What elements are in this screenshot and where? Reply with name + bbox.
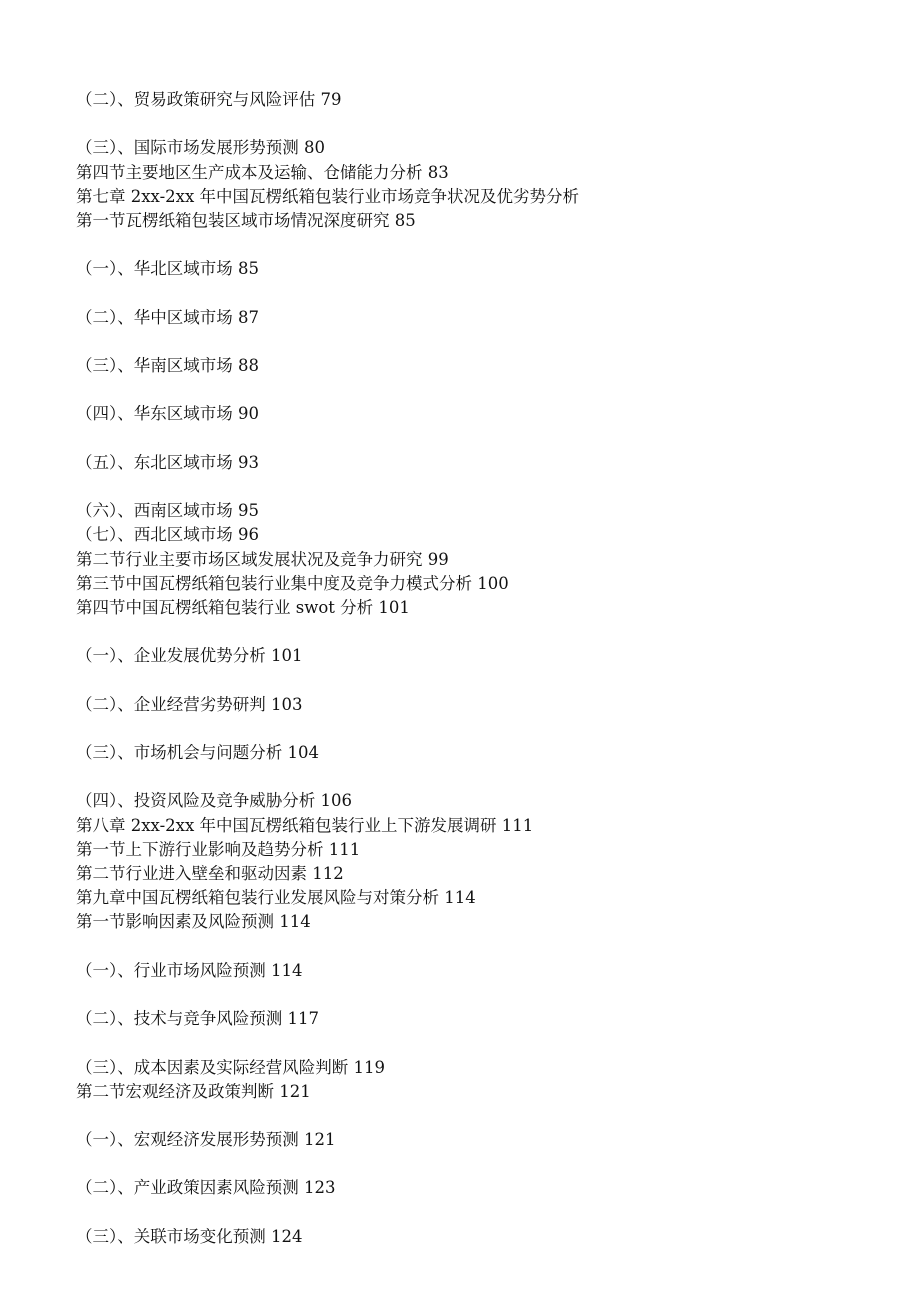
toc-chapter-8: 第八章 2xx-2xx 年中国瓦楞纸箱包装行业上下游发展调研 111 <box>76 815 534 835</box>
toc-entry-strengths: （一）、企业发展优势分析 101 <box>76 646 303 666</box>
table-of-contents <box>76 88 896 1249</box>
toc-entry-intl-market-forecast: （三）、国际市场发展形势预测 80 <box>76 138 325 158</box>
toc-section-swot: 第四节中国瓦楞纸箱包装行业 swot 分析 101 <box>76 597 410 617</box>
toc-entry-market-risk: （一）、行业市场风险预测 114 <box>76 960 303 980</box>
toc-entry-macro-forecast: （一）、宏观经济发展形势预测 121 <box>76 1130 336 1150</box>
toc-entry-southwest: （六）、西南区域市场 95 <box>76 501 259 521</box>
toc-entry-northwest: （七）、西北区域市场 96 <box>76 525 259 545</box>
toc-section-market-regions: 第二节行业主要市场区域发展状况及竞争力研究 99 <box>76 549 449 569</box>
toc-section-regional-cost: 第四节主要地区生产成本及运输、仓储能力分析 83 <box>76 162 449 182</box>
toc-entry-central-china: （二）、华中区域市场 87 <box>76 307 259 327</box>
toc-entry-north-china: （一）、华北区域市场 85 <box>76 259 259 279</box>
toc-section-risk-factors: 第一节影响因素及风险预测 114 <box>76 912 311 932</box>
toc-entry-cost-operating-risk: （三）、成本因素及实际经营风险判断 119 <box>76 1057 385 1077</box>
toc-entry-trade-policy: （二）、贸易政策研究与风险评估 79 <box>76 90 342 109</box>
toc-section-macro-policy: 第二节宏观经济及政策判断 121 <box>76 1081 311 1101</box>
toc-entry-opportunities: （三）、市场机会与问题分析 104 <box>76 743 319 763</box>
toc-entry-industrial-policy-risk: （二）、产业政策因素风险预测 123 <box>76 1178 336 1198</box>
toc-entry-northeast: （五）、东北区域市场 93 <box>76 452 259 472</box>
toc-entry-threats: （四）、投资风险及竞争威胁分析 106 <box>76 791 352 811</box>
toc-section-upstream-downstream: 第一节上下游行业影响及趋势分析 111 <box>76 839 361 859</box>
toc-chapter-9: 第九章中国瓦楞纸箱包装行业发展风险与对策分析 114 <box>76 888 476 908</box>
toc-entry-weaknesses: （二）、企业经营劣势研判 103 <box>76 694 303 714</box>
toc-chapter-7: 第七章 2xx-2xx 年中国瓦楞纸箱包装行业市场竞争状况及优劣势分析 <box>76 186 579 206</box>
toc-section-concentration: 第三节中国瓦楞纸箱包装行业集中度及竞争力模式分析 100 <box>76 573 509 593</box>
toc-entry-south-china: （三）、华南区域市场 88 <box>76 356 259 376</box>
toc-entry-east-china: （四）、华东区域市场 90 <box>76 404 259 424</box>
toc-entry-related-market: （三）、关联市场变化预测 124 <box>76 1226 303 1246</box>
toc-section-regional-market: 第一节瓦楞纸箱包装区域市场情况深度研究 85 <box>76 210 416 230</box>
toc-entry-tech-competition-risk: （二）、技术与竞争风险预测 117 <box>76 1009 319 1029</box>
toc-section-entry-barriers: 第二节行业进入壁垒和驱动因素 112 <box>76 864 344 883</box>
